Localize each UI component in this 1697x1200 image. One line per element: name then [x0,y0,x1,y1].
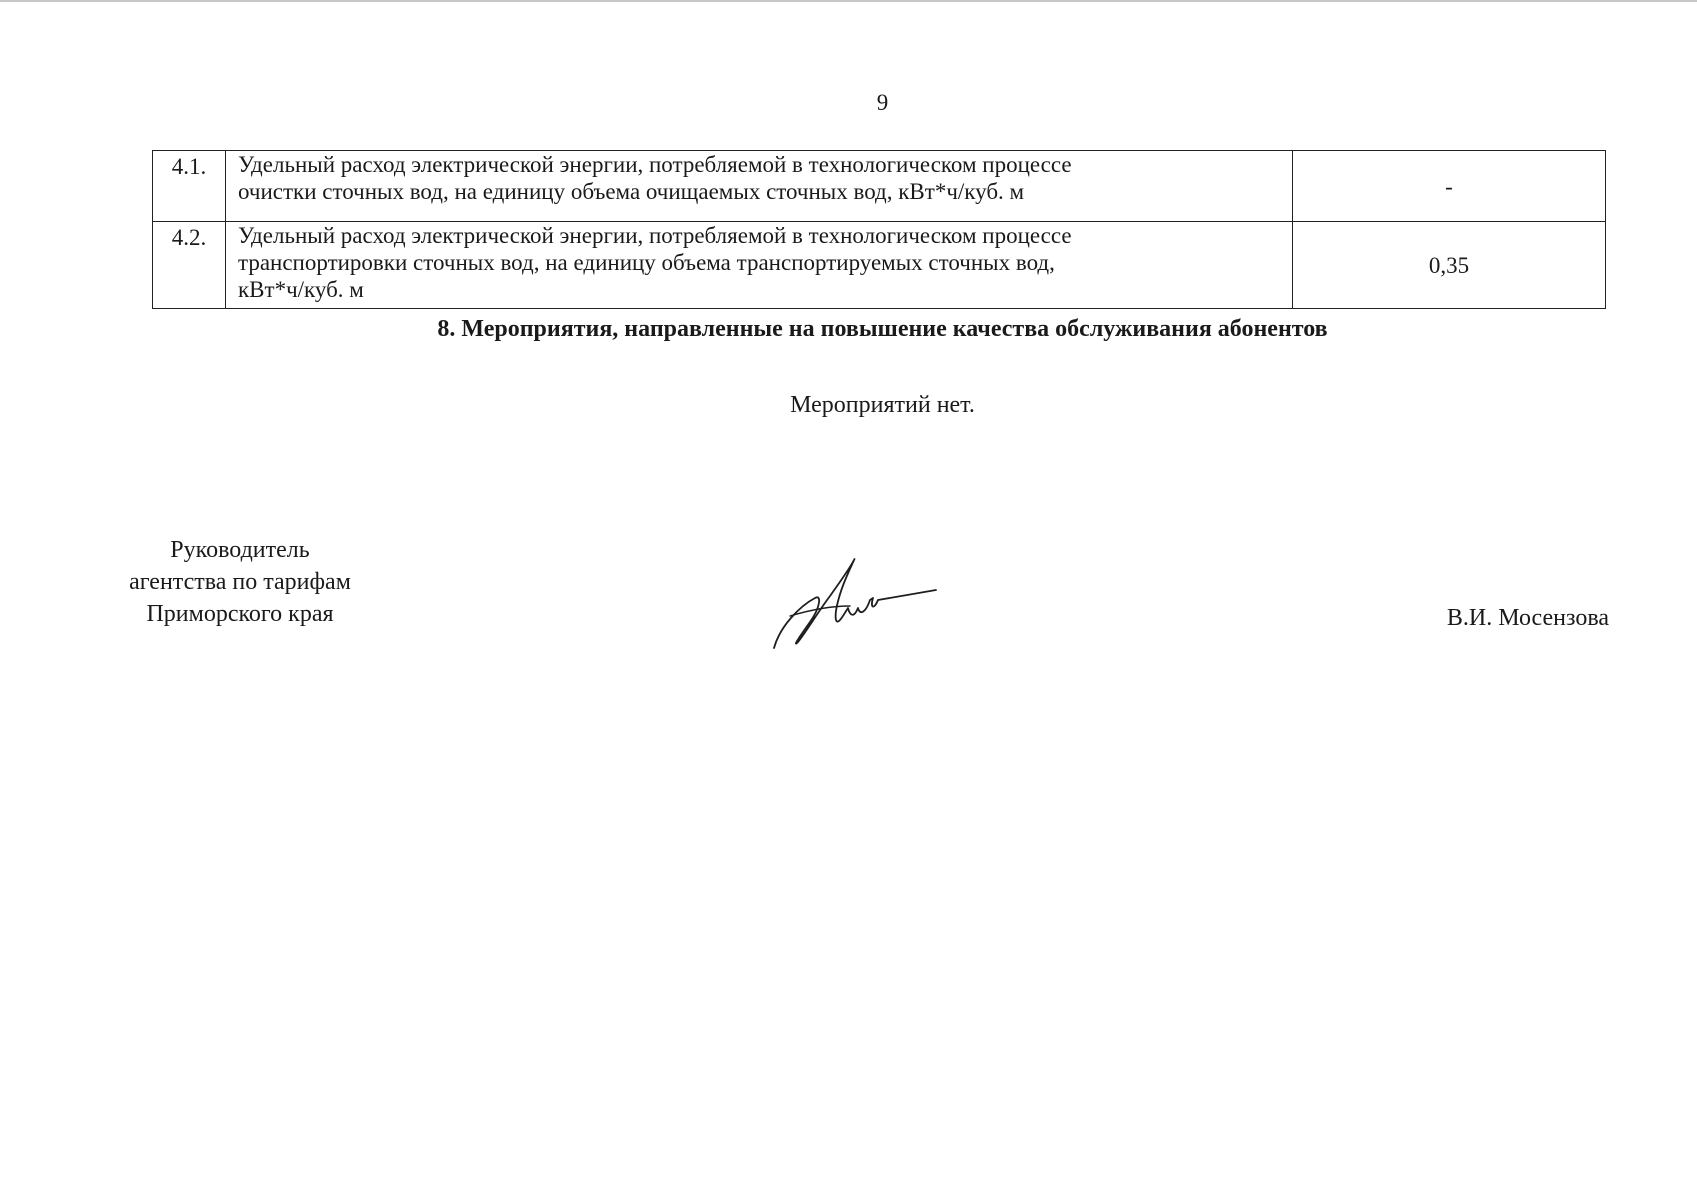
row-description [226,151,1293,222]
row-value: 0,35 [1293,222,1606,309]
signer-position-line: Приморского края [146,601,334,627]
no-measures-text: Мероприятий нет. [790,392,975,418]
section-heading: 8. Мероприятия, направленные на повышение качества обслуживания абонентов [437,316,1328,342]
row-value: - [1293,151,1606,222]
signer-position [95,534,385,630]
energy-consumption-table [152,150,1606,309]
signer-name: В.И. Мосензова [1446,605,1609,631]
handwritten-signature [770,556,940,656]
signer-position-line: агентства по тарифам [129,569,351,595]
description-line: кВт*ч/куб. м [238,277,364,302]
table-row [153,151,1606,222]
scan-edge [0,0,1697,2]
signer-position-line: Руководитель [170,537,310,563]
row-description [226,222,1293,309]
description-line: очистки сточных вод, на единицу объема очищаемых сточных вод, кВт*ч/куб. м [238,179,1025,204]
page-number: 9 [876,90,889,115]
description-line: транспортировки сточных вод, на единицу объема транспортируемых сточных вод, [238,250,1055,275]
row-number: 4.2. [153,222,226,309]
description-line: Удельный расход электрической энергии, потребляемой в технологическом процессе [238,152,1072,177]
description-line: Удельный расход электрической энергии, потребляемой в технологическом процессе [238,223,1072,248]
row-number: 4.1. [153,151,226,222]
table-row [153,222,1606,309]
